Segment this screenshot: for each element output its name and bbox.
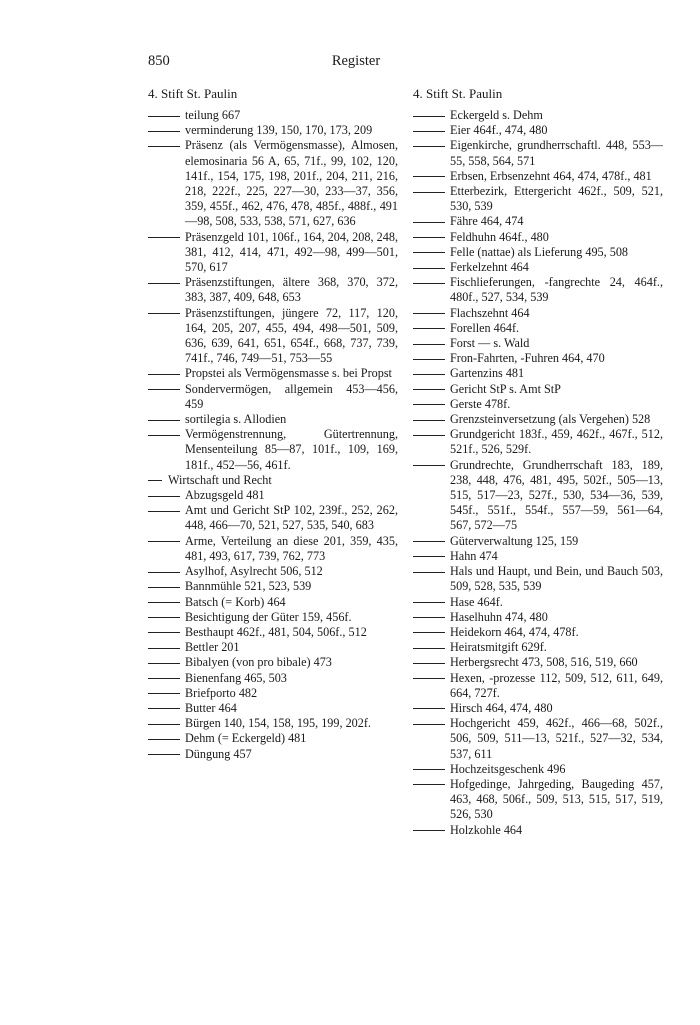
entry-text: Haselhuhn 474, 480: [450, 609, 548, 624]
entry-dash: [413, 769, 445, 770]
entry-dash: [413, 359, 445, 360]
entry-text: Präsenzstiftungen, ältere 368, 370, 372, 383, 387, 409, 648, 653: [185, 275, 398, 305]
index-entry: [413, 716, 663, 762]
entry-text: Bienenfang 465, 503: [185, 670, 287, 685]
entry-text: Propstei als Vermögensmasse s. bei Propst: [185, 366, 392, 381]
index-entry: [413, 701, 663, 716]
index-entry: [413, 382, 663, 397]
index-entry: [413, 823, 663, 838]
entry-text: Wirtschaft und Recht: [168, 472, 272, 487]
index-entry: [148, 412, 398, 427]
right-entry-list: [413, 108, 663, 838]
entry-dash: [148, 541, 180, 542]
index-entry: [413, 655, 663, 670]
entry-text: Forst — s. Wald: [450, 336, 530, 351]
entry-dash: [413, 283, 445, 284]
index-entry: [413, 640, 663, 655]
entry-text: Forellen 464f.: [450, 320, 520, 335]
entry-text: Besthaupt 462f., 481, 504, 506f., 512: [185, 624, 367, 639]
entry-text: Gartenzins 481: [450, 366, 525, 381]
index-entry: [148, 701, 398, 716]
entry-text: Bettler 201: [185, 640, 240, 655]
index-entry: [413, 245, 663, 260]
entry-dash: [413, 116, 445, 117]
entry-dash: [148, 648, 180, 649]
entry-dash: [413, 724, 445, 725]
entry-text: Gericht StP s. Amt StP: [450, 381, 561, 396]
entry-dash: [148, 663, 180, 664]
entry-dash: [413, 784, 445, 785]
entry-dash: [413, 663, 445, 664]
index-entry: [148, 686, 398, 701]
entry-dash: [148, 313, 180, 314]
entry-text: verminderung 139, 150, 170, 173, 209: [185, 123, 373, 138]
entry-text: Heidekorn 464, 474, 478f.: [450, 624, 579, 639]
entry-dash: [148, 572, 180, 573]
index-entry: [413, 625, 663, 640]
entry-text: Fron-Fahrten, -Fuhren 464, 470: [450, 351, 605, 366]
index-entry: [413, 230, 663, 245]
entry-text: Gerste 478f.: [450, 396, 511, 411]
entry-dash: [413, 602, 445, 603]
entry-dash: [413, 632, 445, 633]
entry-text: Felle (nattae) als Lieferung 495, 508: [450, 244, 629, 259]
index-entry: [413, 108, 663, 123]
entry-text: Sondervermögen, allgemein 453—456, 459: [185, 381, 398, 411]
entry-text: Düngung 457: [185, 746, 252, 761]
index-entry: [413, 184, 663, 214]
index-entry: [148, 610, 398, 625]
index-entry: [148, 123, 398, 138]
index-entry: [148, 655, 398, 670]
left-column: [148, 86, 398, 762]
entry-text: teilung 667: [185, 108, 241, 122]
entry-text: Eigenkirche, grundherrschaftl. 448, 553—55, 558, 564, 571: [450, 138, 663, 168]
index-entry: [413, 397, 663, 412]
entry-text: Hofgedinge, Jahrgeding, Baugeding 457, 463, 468, 506f., 509, 513, 515, 517, 519, 526, 530: [450, 776, 663, 822]
entry-text: Butter 464: [185, 700, 237, 715]
entry-dash: [413, 404, 445, 405]
entry-text: Arme, Verteilung an diese 201, 359, 435, 481, 493, 617, 739, 762, 773: [185, 533, 398, 563]
entry-dash: [148, 420, 180, 421]
index-entry: [413, 564, 663, 594]
index-entry: [413, 214, 663, 229]
entry-dash: [413, 222, 445, 223]
entry-text: Hochzeitsgeschenk 496: [450, 761, 566, 776]
index-entry: [148, 625, 398, 640]
entry-dash: [413, 313, 445, 314]
index-entry: [148, 640, 398, 655]
entry-text: Bürgen 140, 154, 158, 195, 199, 202f.: [185, 716, 371, 731]
entry-dash: [413, 131, 445, 132]
entry-dash: [148, 739, 180, 740]
index-entry: [148, 595, 398, 610]
left-entry-list: [148, 108, 398, 762]
entry-text: Hochgericht 459, 462f., 466—68, 502f., 506, 509, 511—13, 521f., 527—32, 534, 537, 611: [450, 716, 663, 761]
entry-dash: [148, 374, 180, 375]
index-entry: [148, 473, 398, 488]
entry-dash: [148, 237, 180, 238]
entry-dash: [148, 511, 180, 512]
index-entry: [148, 275, 398, 305]
entry-dash: [148, 131, 180, 132]
entry-dash: [148, 587, 180, 588]
page-header: [148, 51, 564, 71]
entry-text: Hirsch 464, 474, 480: [450, 700, 553, 715]
entry-text: Erbsen, Erbsenzehnt 464, 474, 478f., 481: [450, 168, 652, 183]
entry-text: Ferkelzehnt 464: [450, 260, 529, 275]
entry-dash: [148, 146, 180, 147]
entry-text: Etterbezirk, Ettergericht 462f., 509, 521, 530, 539: [450, 184, 663, 214]
index-entry: [413, 336, 663, 351]
entry-text: Eier 464f., 474, 480: [450, 123, 548, 138]
index-entry: [148, 671, 398, 686]
entry-text: Grundrechte, Grundherrschaft 183, 189, 238, 448, 476, 481, 495, 502f., 505—13, 515, 517—23, 527f., 530, 534—36, 539, 545f., 551f., 554f., 557—59, 561—64, 567, 572—75: [450, 457, 663, 533]
entry-dash: [413, 617, 445, 618]
entry-dash: [413, 648, 445, 649]
entry-text: Holzkohle 464: [450, 822, 523, 837]
index-entry: [148, 534, 398, 564]
entry-dash: [413, 420, 445, 421]
entry-text: Bibalyen (von pro bibale) 473: [185, 655, 332, 670]
entry-text: Flachszehnt 464: [450, 305, 530, 320]
entry-dash: [148, 754, 180, 755]
entry-dash: [148, 632, 180, 633]
entry-dash: [148, 283, 180, 284]
index-entry: [413, 366, 663, 381]
index-entry: [148, 503, 398, 533]
entry-dash: [413, 374, 445, 375]
entry-dash: [413, 268, 445, 269]
entry-dash: [413, 252, 445, 253]
index-entry: [413, 412, 663, 427]
entry-dash: [148, 480, 162, 481]
entry-text: Briefporto 482: [185, 685, 258, 700]
entry-dash: [413, 192, 445, 193]
index-entry: [413, 762, 663, 777]
entry-dash: [413, 465, 445, 466]
entry-text: Präsenzgeld 101, 106f., 164, 204, 208, 248, 381, 412, 414, 471, 492—98, 499—501, 570, 617: [185, 229, 398, 275]
index-entry: [148, 108, 398, 123]
index-entry: [413, 671, 663, 701]
index-entry: [148, 138, 398, 229]
index-entry: [413, 549, 663, 564]
entry-dash: [148, 116, 180, 117]
entry-dash: [148, 693, 180, 694]
entry-dash: [413, 237, 445, 238]
entry-text: Hahn 474: [450, 548, 498, 563]
index-entry: [413, 306, 663, 321]
index-entry: [148, 488, 398, 503]
entry-text: sortilegia s. Allodien: [185, 412, 287, 427]
index-entry: [148, 731, 398, 746]
entry-dash: [148, 708, 180, 709]
entry-text: Abzugsgeld 481: [185, 488, 265, 503]
entry-text: Güterverwaltung 125, 159: [450, 533, 579, 548]
entry-dash: [413, 541, 445, 542]
entry-dash: [148, 389, 180, 390]
index-entry: [413, 610, 663, 625]
entry-text: Eckergeld s. Dehm: [450, 108, 543, 122]
index-entry: [413, 427, 663, 457]
entry-dash: [148, 617, 180, 618]
entry-text: Asylhof, Asylrecht 506, 512: [185, 564, 323, 579]
entry-text: Fischlieferungen, -fangrechte 24, 464f., 480f., 527, 534, 539: [450, 275, 663, 305]
left-column-heading: 4. Stift St. Paulin: [148, 86, 238, 101]
index-entry: [413, 275, 663, 305]
entry-dash: [413, 708, 445, 709]
index-entry: [148, 382, 398, 412]
entry-text: Herbergsrecht 473, 508, 516, 519, 660: [450, 655, 638, 670]
index-entry: [413, 123, 663, 138]
entry-dash: [148, 678, 180, 679]
entry-dash: [413, 556, 445, 557]
entry-dash: [413, 572, 445, 573]
index-entry: [413, 321, 663, 336]
index-entry: [148, 230, 398, 276]
entry-dash: [413, 344, 445, 345]
entry-text: Präsenz (als Vermögensmasse), Almosen, elemosinaria 56 A, 65, 71f., 99, 102, 120, 141f., 154, 175, 198, 201f., 204, 211, 216, 218, 222f., 225, 227—30, 233—37, 356, 359, 455f., 462, 476, 478, 485f., 488f., 491—98, 508, 533, 538, 571, 627, 636: [185, 138, 398, 229]
index-entry: [148, 427, 398, 473]
entry-dash: [413, 328, 445, 329]
entry-text: Batsch (= Korb) 464: [185, 594, 286, 609]
entry-dash: [148, 724, 180, 725]
entry-dash: [148, 602, 180, 603]
index-entry: [148, 716, 398, 731]
entry-text: Heiratsmitgift 629f.: [450, 640, 547, 655]
index-entry: [413, 534, 663, 549]
index-entry: [413, 138, 663, 168]
index-entry: [148, 747, 398, 762]
entry-text: Hase 464f.: [450, 594, 503, 609]
entry-dash: [413, 146, 445, 147]
index-entry: [413, 169, 663, 184]
index-entry: [413, 777, 663, 823]
entry-text: Dehm (= Eckergeld) 481: [185, 731, 307, 746]
entry-text: Feldhuhn 464f., 480: [450, 229, 549, 244]
entry-dash: [413, 389, 445, 390]
entry-dash: [413, 176, 445, 177]
entry-text: Hals und Haupt, und Bein, und Bauch 503, 509, 528, 535, 539: [450, 564, 663, 594]
entry-text: Fähre 464, 474: [450, 214, 524, 229]
entry-dash: [413, 830, 445, 831]
entry-text: Hexen, -prozesse 112, 509, 512, 611, 649, 664, 727f.: [450, 670, 663, 700]
right-column: [413, 86, 663, 838]
entry-text: Amt und Gericht StP 102, 239f., 252, 262, 448, 466—70, 521, 527, 535, 540, 683: [185, 503, 398, 533]
right-column-heading: 4. Stift St. Paulin: [413, 86, 503, 101]
entry-text: Grundgericht 183f., 459, 462f., 467f., 512, 521f., 526, 529f.: [450, 427, 663, 457]
index-entry: [413, 260, 663, 275]
index-entry: [148, 564, 398, 579]
running-title: Register: [331, 53, 381, 69]
entry-dash: [148, 496, 180, 497]
entry-text: Vermögenstrennung, Gütertrennung, Mensenteilung 85—87, 101f., 109, 169, 181f., 452—56, 461f.: [185, 427, 398, 472]
entry-text: Präsenzstiftungen, jüngere 72, 117, 120, 164, 205, 207, 455, 494, 498—501, 509, 636, 639, 641, 651, 654f., 668, 737, 739, 741f., 746, 749—51, 753—55: [185, 305, 398, 366]
index-entry: [148, 366, 398, 381]
page-number: 850: [148, 53, 170, 69]
entry-dash: [413, 435, 445, 436]
entry-dash: [148, 435, 180, 436]
entry-text: Bannmühle 521, 523, 539: [185, 579, 312, 594]
index-entry: [148, 579, 398, 594]
entry-text: Grenzsteinversetzung (als Vergehen) 528: [450, 412, 651, 427]
entry-dash: [413, 678, 445, 679]
entry-text: Besichtigung der Güter 159, 456f.: [185, 609, 352, 624]
index-entry: [413, 458, 663, 534]
index-entry: [413, 595, 663, 610]
index-entry: [413, 351, 663, 366]
index-entry: [148, 306, 398, 367]
